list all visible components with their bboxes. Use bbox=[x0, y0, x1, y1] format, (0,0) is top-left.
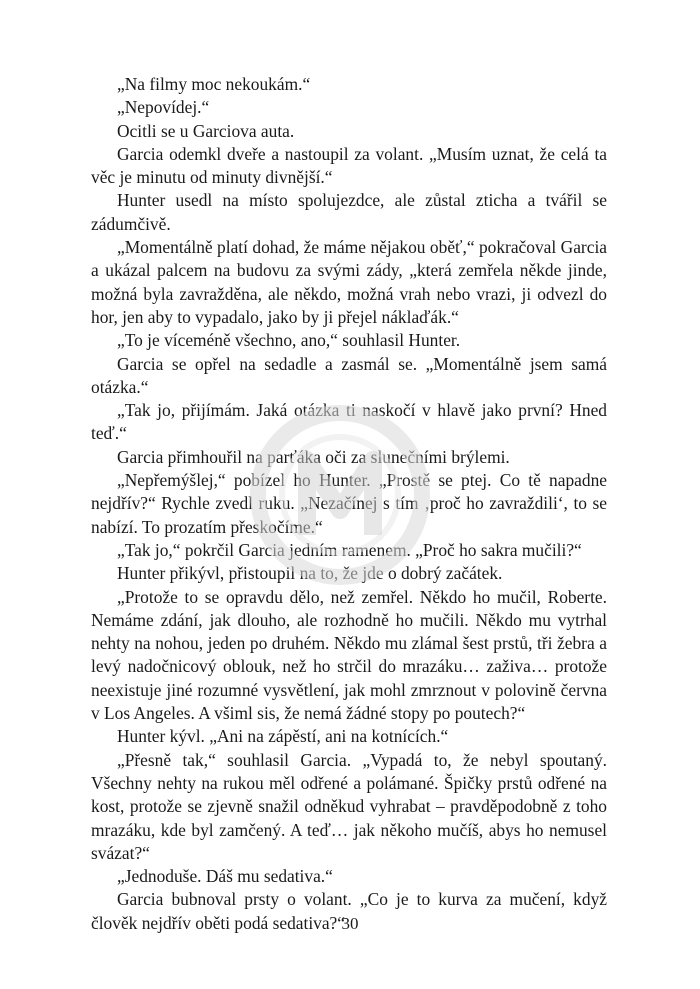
paragraph: „Protože to se opravdu dělo, než zemřel. Někdo ho mučil, Roberte. Nemáme zdání, jak dlouho, ale rozhodně ho mučili. Někdo mu vytrhal nehty na nohou, jeden po druhém. Někdo mu zlámal šest prstů, tři žebra a levý nadočnicový oblouk, než ho strčil do mrazáku… zaživa… protože neexistuje jiné rozumné vysvětlení, jak mohl zmrznout v polovině června v Los Angeles. A všiml sis, že nemá žádné stopy po poutech?“ bbox=[91, 586, 607, 724]
paragraph: Garcia přimhouřil na parťáka oči za slunečními brýlemi. bbox=[117, 446, 510, 467]
paragraph: Hunter kývl. „Ani na zápěstí, ani na kotnících.“ bbox=[117, 726, 449, 747]
paragraph: Garcia odemkl dveře a nastoupil za volant. „Musím uznat, že celá ta věc je minutu od minuty divnější.“ bbox=[91, 143, 607, 188]
paragraph: Hunter přikývl, přistoupil na to, že jde o dobrý začátek. bbox=[117, 563, 503, 584]
paragraph: „To je víceméně všechno, ano,“ souhlasil Hunter. bbox=[117, 330, 461, 351]
paragraph: „Nepřemýšlej,“ pobízel ho Hunter. „Prostě se ptej. Co tě napadne nejdřív?“ Rychle zvedl ruku. „Nezačínej s tím ‚proč ho zavraždili‘, to se nabízí. To prozatím přeskočíme.“ bbox=[91, 470, 607, 537]
paragraph: „Momentálně platí dohad, že máme nějakou oběť,“ pokračoval Garcia a ukázal palcem na budovu za svými zády, „která zemřela někde jinde, možná byla zavražděna, ale někdo, možná vrah nebo vrazi, ji odvezl do hor, jen aby to vypadalo, jako by ji přejel náklaďák.“ bbox=[91, 237, 607, 327]
paragraph: „Tak jo, přijímám. Jaká otázka ti naskočí v hlavě jako první? Hned teď.“ bbox=[91, 400, 607, 444]
paragraph: „Jednoduše. Dáš mu sedativa.“ bbox=[117, 866, 333, 887]
paragraph: Garcia bubnoval prsty o volant. „Co je to kurva za mučení, když člověk nejdřív oběti podá sedativa?“ bbox=[91, 889, 607, 933]
body-text bbox=[91, 73, 607, 935]
paragraph: „Na filmy moc nekoukám.“ bbox=[117, 74, 311, 94]
paragraph: „Nepovídej.“ bbox=[117, 97, 210, 118]
paragraph: Ocitli se u Garciova auta. bbox=[117, 120, 295, 141]
paragraph: Hunter usedl na místo spolujezdce, ale zůstal zticha a tvářil se zádumčivě. bbox=[91, 190, 607, 234]
paragraph: „Přesně tak,“ souhlasil Garcia. „Vypadá to, že nebyl spoutaný. Všechny nehty na rukou měl odřené a polámané. Špičky prstů odřené na kost, protože se zjevně snažil odněkud vyhrabat – pravděpodobně z toho mrazáku, kde byl zamčený. A teď… jak někoho mučíš, abys ho nemusel svázat?“ bbox=[91, 749, 607, 863]
page-number: 30 bbox=[341, 914, 359, 933]
paragraph: Garcia se opřel na sedadle a zasmál se. „Momentálně jsem samá otázka.“ bbox=[91, 353, 607, 397]
paragraph: „Tak jo,“ pokrčil Garcia jedním ramenem. „Proč ho sakra mučili?“ bbox=[117, 539, 582, 560]
